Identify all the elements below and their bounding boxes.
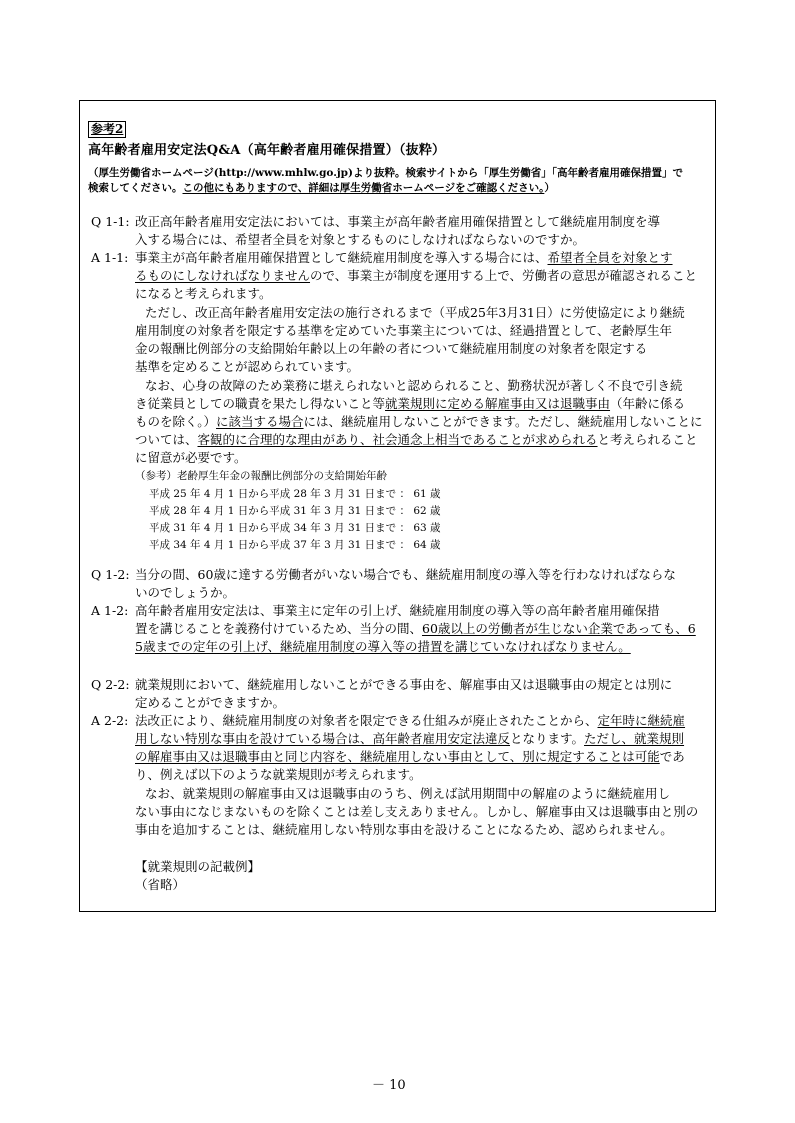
a1-1-paragraph-line: 基準を定めることが認められています。 — [135, 359, 360, 374]
a2-2-answer-line — [135, 730, 684, 748]
a1-1-paragraph-line — [135, 431, 698, 449]
underlined-run: 用しない特別な事由を設けている場合は、高年齢者雇用安定法違反 — [135, 731, 511, 746]
a2-2-paragraph-line: ない事由になじまないものを除くことは差し支えありません。しかし、解雇事由又は退職事由と別の — [135, 804, 699, 819]
source-note-close: ） — [544, 182, 555, 194]
q1-2-question-line: 当分の間、60歳に達する労働者がいない場合でも、継続雇用制度の導入等を行わなければならな — [135, 567, 676, 582]
underlined-run: るものにしなければなりません — [135, 268, 311, 283]
a2-2-paragraph-line: なお、就業規則の解雇事由又は退職事由のうち、例えば試用期間中の解雇のように継続雇用し — [145, 786, 671, 801]
schedule-row: 平成 34 年 4 月 1 日から平成 37 年 3 月 31 日まで ： 64 歳 — [149, 539, 441, 551]
a1-1-paragraph-line: 雇用制度の対象者を限定する基準を定めていた事業主については、経過措置として、老齢厚生年 — [135, 323, 673, 338]
reference-heading: （参考）老齢厚生年金の報酬比例部分の支給開始年齢 — [135, 470, 387, 482]
text-run: には、継続雇用しないことができます。ただし、継続雇用しないことに — [303, 414, 703, 429]
q1-1-question-line: 改正高年齢者雇用安定法においては、事業主が高年齢者雇用確保措置として継続雇用制度を導 — [135, 214, 661, 229]
underlined-run: 定年時に継続雇 — [597, 713, 686, 728]
text-run: き従業員としての職責を果たし得ないこと等 — [135, 396, 386, 411]
schedule-row: 平成 28 年 4 月 1 日から平成 31 年 3 月 31 日まで ： 62 歳 — [149, 505, 441, 517]
q2-2-question-line: 定めることができますか。 — [135, 695, 286, 710]
underlined-run: 希望者全員を対象とす — [547, 250, 673, 265]
a2-2-answer-line — [135, 712, 685, 730]
a1-2-answer-line — [135, 620, 696, 638]
underlined-run: 5歳までの定年の引上げ、継続雇用制度の導入等の措置を講じていなければなりません。 — [135, 639, 631, 654]
document-title: 高年齢者雇用安定法Q&A（高年齢者雇用確保措置）（抜粋） — [88, 143, 446, 158]
underlined-run: 客観的に合理的な理由があり、社会通念上相当であることが求められる — [197, 432, 598, 447]
a1-1-paragraph-line: 金の報酬比例部分の支給開始年齢以上の年齢の者について継続雇用制度の対象者を限定する — [135, 341, 648, 356]
a2-2-answer-line: り、例えば以下のような就業規則が考えられます。 — [135, 767, 422, 782]
schedule-row: 平成 31 年 4 月 1 日から平成 34 年 3 月 31 日まで ： 63 歳 — [149, 522, 441, 534]
page-number: － 10 — [372, 1078, 406, 1093]
underlined-run: 就業規則に定める解雇事由又は退職事由 — [385, 396, 611, 411]
a1-1-answer-line — [135, 249, 673, 267]
a1-1-paragraph-line — [135, 413, 703, 431]
source-note-line-1: （厚生労働省ホームページ(http://www.mhlw.go.jp)より抜粋。検索サイトから「厚生労働省」「高年齢者雇用確保措置」で — [88, 167, 684, 179]
text-run: （年齢に係る — [610, 396, 686, 411]
text-run: ので、事業主が制度を運用する上で、労働者の意思が確認されること — [310, 268, 698, 283]
schedule-row: 平成 25 年 4 月 1 日から平成 28 年 3 月 31 日まで ： 61 歳 — [149, 488, 441, 500]
a1-2-answer-line: 高年齢者雇用安定法は、事業主に定年の引上げ、継続雇用制度の導入等の高年齢者雇用確保措 — [135, 603, 660, 618]
example-heading: 【就業規則の記載例】 — [135, 859, 261, 874]
q2-2-question-line: 就業規則において、継続雇用しないことができる事由を、解雇事由又は退職事由の規定とは別に — [135, 677, 673, 692]
text-run: 事業主が高年齢者雇用確保措置として継続雇用制度を導入する場合には、 — [135, 250, 548, 265]
text-run: となります。 — [510, 731, 585, 746]
text-run: ついては、 — [135, 432, 198, 447]
a1-1-paragraph-line — [135, 395, 685, 413]
example-body: （省略） — [135, 877, 186, 892]
a2-2-answer-line — [135, 748, 685, 766]
a1-2-answer-line — [135, 638, 631, 656]
underlined-run: ただし、就業規則 — [584, 731, 685, 746]
source-note-underlined: この他にもありますので、詳細は厚生労働省ホームページをご確認ください。 — [182, 182, 545, 194]
source-note-text: 検索してください。 — [88, 182, 183, 194]
q1-2-label: Q 1-2: — [91, 567, 130, 582]
q1-1-question-line: 入する場合には、希望者全員を対象とするものにしなければならないのですか。 — [135, 232, 586, 247]
text-run: 法改正により、継続雇用制度の対象者を限定できる仕組みが廃止されたことから、 — [135, 713, 598, 728]
a2-2-paragraph-line: 事由を追加することは、継続雇用しない特別な事由を設けることになるため、認められません。 — [135, 822, 673, 837]
a1-1-paragraph-line: なお、心身の故障のため業務に堪えられないと認められること、勤務状況が著しく不良で引き続 — [145, 378, 683, 393]
a1-1-answer-line: になると考えられます。 — [135, 286, 272, 301]
source-note — [88, 166, 708, 196]
underlined-run: に該当する場合 — [216, 414, 304, 429]
underlined-run: の解雇事由又は退職事由と同じ内容を、継続雇用しない事由として、別に規定することは可能 — [135, 749, 660, 764]
reference-tag: 参考2 — [88, 121, 126, 138]
a1-1-answer-line — [135, 267, 697, 285]
q1-2-question-line: いのでしょうか。 — [135, 585, 236, 600]
text-run: 置を講じることを義務付けているため、当分の間、 — [135, 621, 423, 636]
underlined-run: 60歳以上の労働者が生じない企業であっても、6 — [422, 621, 696, 636]
a1-1-paragraph-line: に留意が必要です。 — [135, 450, 247, 465]
q2-2-label: Q 2-2: — [91, 677, 130, 692]
a2-2-label: A 2-2: — [91, 713, 129, 728]
source-note-line-2 — [88, 181, 708, 196]
a1-1-label: A 1-1: — [91, 250, 129, 265]
a1-1-paragraph-line: ただし、改正高年齢者雇用安定法の施行されるまで（平成25年3月31日）に労使協定により継続 — [145, 305, 685, 320]
q1-1-label: Q 1-1: — [91, 214, 130, 229]
a1-2-label: A 1-2: — [91, 603, 129, 618]
text-run: と考えられること — [597, 432, 698, 447]
text-run: ものを除く。） — [135, 414, 217, 429]
text-run: であ — [659, 749, 685, 764]
